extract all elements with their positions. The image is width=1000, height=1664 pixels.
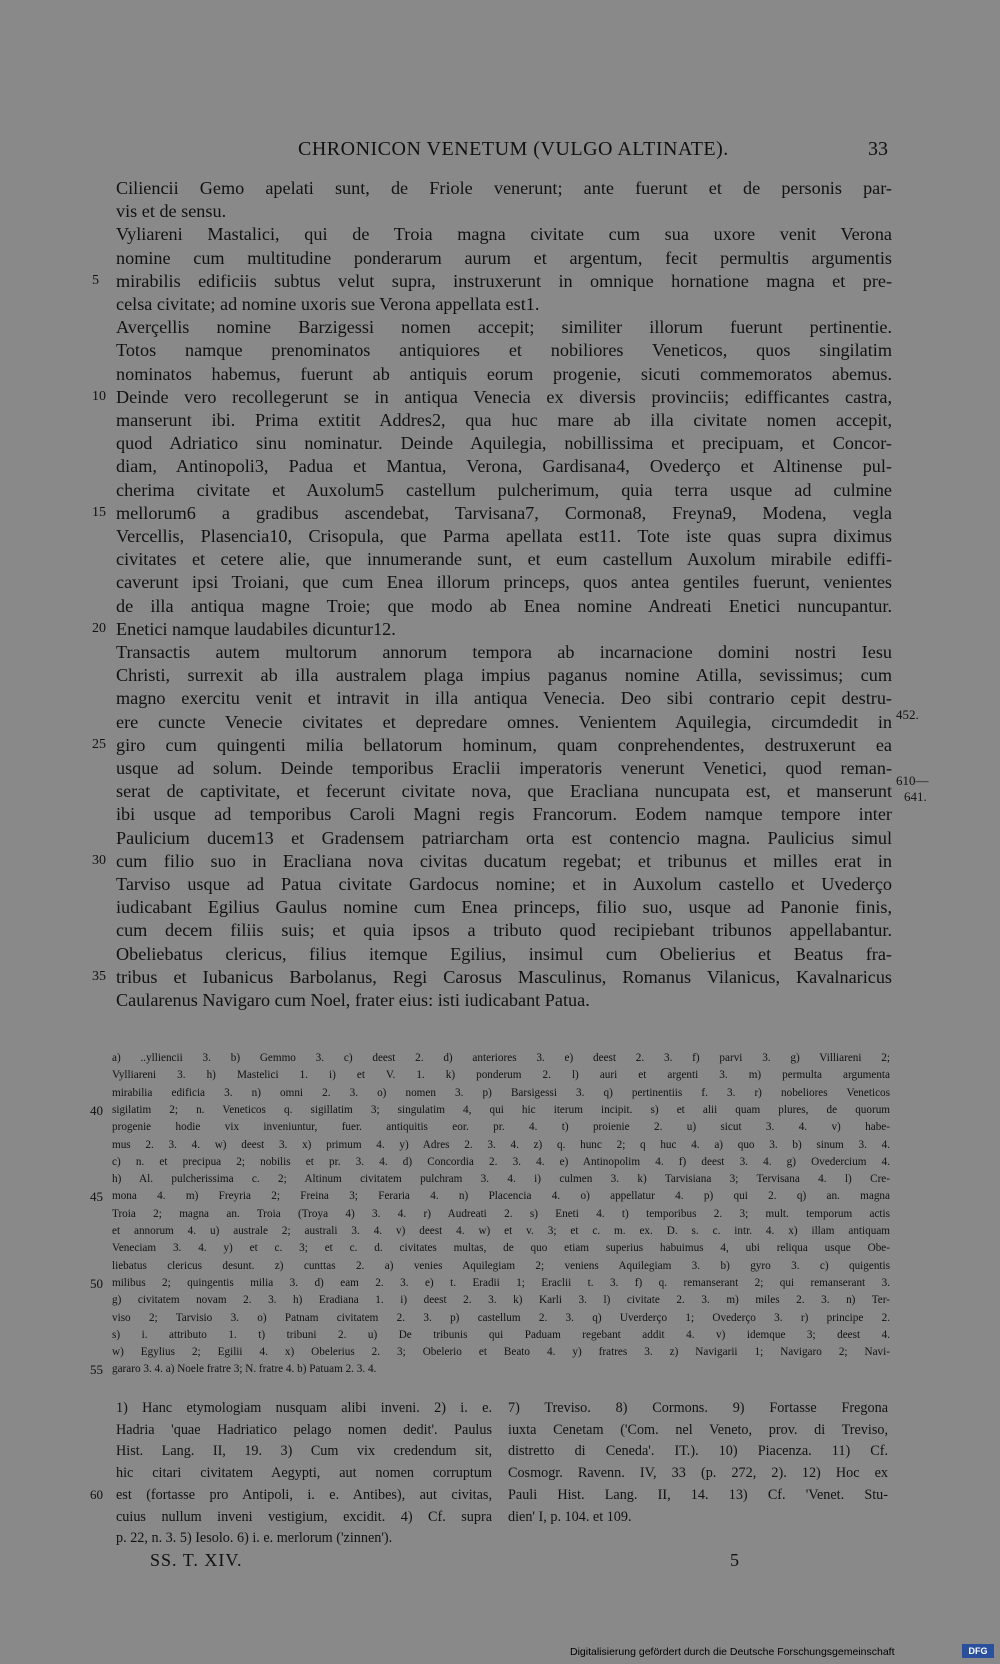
text-line: Obeliebatus clericus, filius itemque Egilius, insimul cum Obelierius et Beatus fra- xyxy=(116,943,892,964)
page-header xyxy=(0,138,1000,168)
text-line: caverunt ipsi Troiani, que cum Enea illorum princeps, quos antea gentiles fuerunt, venientes xyxy=(116,572,892,593)
text-line: diam, Antinopoli3, Padua et Mantua, Verona, Gardisana4, Ovederço et Altinense pul- xyxy=(116,456,892,477)
text-line: cum filio suo in Eracliana nova civitas ducatum regebat; et tribunus et milles erat in xyxy=(116,850,892,871)
text-line: iudicabant Egilius Gaulus nomine cum Enea princeps, filio suo, usque ad Panonie finis, xyxy=(116,897,892,918)
variant-line: liebatus clericus desunt. z) cunttas 2. a) venies Aquilegiam 2; veniens Aquilegiam 3. b) gyro 3. c) quigentis xyxy=(112,1259,890,1272)
note-line: iuxta Cenetam ('Com. nel Veneto, prov. di Treviso, xyxy=(508,1421,888,1438)
text-line: mirabilis edificiis subtus velut supra, instruxerunt in omnique hornatione magna et pre- xyxy=(116,270,892,291)
text-line: Vercellis, Plasencia10, Crisopula, que Parma apellata est11. Tote iste quas supra diximus xyxy=(116,526,892,546)
text-line: nomine cum multitudine ponderarum aurum et argentum, fecit permultis argumentis xyxy=(116,247,892,268)
variant-line: sigilatim 2; n. Veneticos q. sigillatim 3; singulatim 4, qui hic iterum incipit. s) et alii quam plures, de quorum xyxy=(112,1103,890,1116)
signature-mark: SS. T. XIV. xyxy=(150,1550,243,1570)
variant-line: mona 4. m) Freyria 2; Freina 3; Feraria 4. n) Placencia 4. o) appellatur 4. p) qui 2. q) an. magna xyxy=(112,1190,890,1203)
text-line: Vyliareni Mastalici, qui de Troia magna civitate cum sua uxore venit Verona xyxy=(116,224,892,245)
note-line: Hadria 'quae Hadriatico pelago nomen dedit'. Paulus xyxy=(116,1421,492,1438)
text-line: manserunt ibi. Prima extitit Addres2, qua huc mare ab illa civitate nomen accepit, xyxy=(116,410,892,430)
variant-line: g) civitatem novam 2. 3. h) Eradiana 1. i) deest 2. 3. k) Karli 3. l) civitate 2. 3. m) miles 2. 3. n) Ter- xyxy=(112,1294,890,1307)
text-line: nominatos habemus, fuerunt ab antiquis eorum progenie, sicuti commemoratos abemus. xyxy=(116,363,892,384)
text-line: ere cuncte Venecie civitates et depredare omnes. Venientem Aquilegia, circumdedit in xyxy=(116,711,892,732)
text-line: Tarviso usque ad Patua civitate Gardocus nomine; et in Auxolum castello et Uvederço xyxy=(116,874,892,894)
text-line: Transactis autem multorum annorum tempora ab incarnacione domini nostri Iesu xyxy=(116,642,892,662)
text-line: giro cum quingenti milia bellatorum hominum, quam conprehendentes, destruxerunt ea xyxy=(116,734,892,755)
text-line: magno exercitu venit et intravit in illa antiqua Venecia. Deo sibi contrario cepit destru- xyxy=(116,688,892,709)
variant-line: Vylliareni 3. h) Mastelici 1. i) et V. 1. k) ponderum 2. l) auri et argenti 3. m) permulta argumenta xyxy=(112,1069,890,1082)
text-line: Averçellis nomine Barzigessi nomen accepit; similiter illorum fuerunt pertinentie. xyxy=(116,317,892,338)
digitization-credit: Digitalisierung gefördert durch die Deutsche Forschungsgemeinschaft xyxy=(570,1646,895,1658)
line-number: 25 xyxy=(92,736,106,752)
text-line: civitates et cetere alie, que innumerande sunt, et eum castellum Auxolum mirabile ediffi- xyxy=(116,549,892,570)
note-line: dien' I, p. 104. et 109. xyxy=(508,1508,632,1525)
variant-line: mus 2. 3. 4. w) deest 3. x) primum 4. y) Adres 2. 3. 4. z) q. hunc 2; q huc 4. a) quo 3. b) sinum 3. 4. xyxy=(112,1138,890,1151)
line-number: 35 xyxy=(92,968,106,984)
variant-line: s) i. attributo 1. t) tribuni 2. u) De tribunis qui Paduam regebant addit 4. v) idemque 3; deest 4. xyxy=(112,1328,890,1341)
dfg-logo-icon: DFG xyxy=(962,1644,994,1658)
variant-line: w) Egylius 2; Egilii 4. x) Obelerius 2. 3; Obelerio et Beato 4. y) fratres 3. z) Navigarii 1; Navigaro 2; Navi- xyxy=(112,1346,890,1359)
text-line: Caularenus Navigaro cum Noel, frater eius: isti iudicabant Patua. xyxy=(116,990,590,1010)
variant-line: viso 2; Tarvisio 3. o) Patnam civitatem 2. 3. p) castellum 2. 3. q) Uverderço 1; Ovederço 3. r) principe 2. xyxy=(112,1311,890,1324)
variant-line: h) Al. pulcherissima c. 2; Altinum civitatem pulchram 3. 4. i) culmen 3. k) Tarvisiana 3; Tervisana 4. l) Cre- xyxy=(112,1173,890,1186)
text-line: Enetici namque laudabiles dicuntur12. xyxy=(116,618,396,639)
text-line: mellorum6 a gradibus ascendebat, Tarvisana7, Cormona8, Freyna9, Modena, vegla xyxy=(116,502,892,523)
text-line: vis et de sensu. xyxy=(116,201,227,222)
variant-line: et annorum 4. u) australe 2; australi 3. 4. v) deest 4. w) et v. 3; et c. m. ex. D. s. c. intr. 4. x) illam antiquam xyxy=(112,1225,890,1237)
text-line: serat de captivitate, et fecerunt civitate nova, que Eracliana nuncupata est, et manserunt xyxy=(116,781,892,802)
variant-line: mirabilia edificia 3. n) omni 2. 3. o) nomen 3. p) Barsigessi 3. q) pertinentiis f. 3. r) nobeliores Veneticos xyxy=(112,1086,890,1099)
line-number: 40 xyxy=(90,1102,103,1118)
text-line: usque ad solum. Deinde temporibus Eraclii imperatoris venerunt Venetici, quod reman- xyxy=(116,758,892,778)
text-line: tribus et Iubanicus Barbolanus, Regi Carosus Masculinus, Romanus Vilanicus, Kavalnaricus xyxy=(116,966,892,987)
text-line: Paulicium ducem13 et Gradensem patriarcham orta est contencio magna. Paulicius simul xyxy=(116,827,892,848)
text-line: ibi usque ad temporibus Caroli Magni regis Francorum. Eodem namque tempore inter xyxy=(116,804,892,825)
text-line: de illa antiqua magne Troie; que modo ab Enea nomine Andreati Enetici nuncupantur. xyxy=(116,595,892,616)
text-line: quod Adriatico sinu nominatur. Deinde Aquilegia, nobillissima et precipuam, et Concor- xyxy=(116,433,892,454)
signature-number: 5 xyxy=(730,1550,739,1570)
note-line: hic citari civitatem Aegypti, aut nomen corruptum xyxy=(116,1465,492,1482)
text-line: cum decem filiis suis; et quia ipsos a tributo quod recipiebant tribunos appellabantur. xyxy=(116,920,892,941)
line-number: 50 xyxy=(90,1275,103,1291)
note-line: distretto di Ceneda'. IT.). 10) Piacenza. 11) Cf. xyxy=(508,1443,888,1460)
text-line: celsa civitate; ad nomine uxoris sue Verona appellata est1. xyxy=(116,294,540,314)
text-line: Christi, surrexit ab illa australem plaga impius paganus nomine Atilla, sevissimus; cum xyxy=(116,665,892,686)
line-number: 60 xyxy=(90,1486,103,1502)
margin-date-610: 610— xyxy=(896,773,929,788)
line-number: 20 xyxy=(92,620,106,636)
note-line: p. 22, n. 3. 5) Iesolo. 6) i. e. merlorum ('zinnen'). xyxy=(116,1530,393,1547)
note-line: Cosmogr. Ravenn. IV, 33 (p. 272, 2). 12) Hoc ex xyxy=(508,1465,888,1482)
line-number: 10 xyxy=(92,388,106,404)
variant-line: progenie hodie vix inveniuntur, fuer. antiquitis eor. pr. 4. t) proienie 2. u) sicut 3. 4. v) habe- xyxy=(112,1121,890,1134)
note-line: Hist. Lang. II, 19. 3) Cum vix credendum sit, xyxy=(116,1443,492,1460)
line-number: 15 xyxy=(92,504,106,520)
variant-line: c) n. et precipua 2; nobilis et pr. 3. 4. d) Concordia 2. 3. 4. e) Antinopolim 4. f) deest 3. 4. g) Ovedercium 4. xyxy=(112,1155,890,1168)
margin-date-452: 452. xyxy=(896,707,919,722)
note-line: 7) Treviso. 8) Cormons. 9) Fortasse Fregona xyxy=(508,1400,888,1416)
line-number: 5 xyxy=(92,272,99,288)
text-line: Deinde vero recollegerunt se in antiqua Venecia ex diversis provinciis; edifficantes castra, xyxy=(116,386,892,407)
line-number: 45 xyxy=(90,1189,103,1205)
variant-line: Troia 2; magna an. Troia (Troya 4) 3. 4. r) Audreati 2. s) Eneti 4. t) temporibus 2. 3; mult. temporum actis xyxy=(112,1207,890,1220)
note-line: 1) Hanc etymologiam nusquam alibi inveni. 2) i. e. xyxy=(116,1400,492,1416)
variant-line: gararo 3. 4. a) Noele fratre 3; N. fratre 4. b) Patuam 2. 3. 4. xyxy=(112,1363,377,1376)
margin-date-641: 641. xyxy=(904,789,927,804)
running-title: CHRONICON VENETUM (VULGO ALTINATE). xyxy=(298,138,729,160)
variant-line: Veneciam 3. 4. y) et c. 3; et c. d. civitates multas, de quo etiam superius habuimus 4, ubi reliqua usque Obe- xyxy=(112,1242,890,1255)
variant-line: a) ..ylliencii 3. b) Gemmo 3. c) deest 2. d) anteriores 3. e) deest 2. 3. f) parvi 3. g) Villiareni 2; xyxy=(112,1052,890,1064)
note-line: cuius nullum inveni vestigium, excidit. 4) Cf. supra xyxy=(116,1508,492,1525)
note-line: Pauli Hist. Lang. II, 14. 13) Cf. 'Venet. Stu- xyxy=(508,1486,888,1503)
text-line: cherima civitate et Auxolum5 castellum pulcherimum, quia terra usque ad culmine xyxy=(116,479,892,500)
variant-line: milibus 2; quingentis milia 3. d) eam 2. 3. e) t. Eradii 1; Eraclii t. 3. f) q. remanserant 2; qui remanserant 3. xyxy=(112,1276,890,1289)
line-number: 55 xyxy=(90,1362,103,1378)
page-number: 33 xyxy=(868,138,888,160)
text-line: Ciliencii Gemo apelati sunt, de Friole venerunt; ante fuerunt et de personis par- xyxy=(116,178,892,198)
line-number: 30 xyxy=(92,852,106,868)
note-line: est (fortasse pro Antipoli, i. e. Antibes), aut civitas, xyxy=(116,1486,492,1503)
text-line: Totos namque prenominatos antiquiores et nobiliores Veneticos, quos singilatim xyxy=(116,340,892,361)
